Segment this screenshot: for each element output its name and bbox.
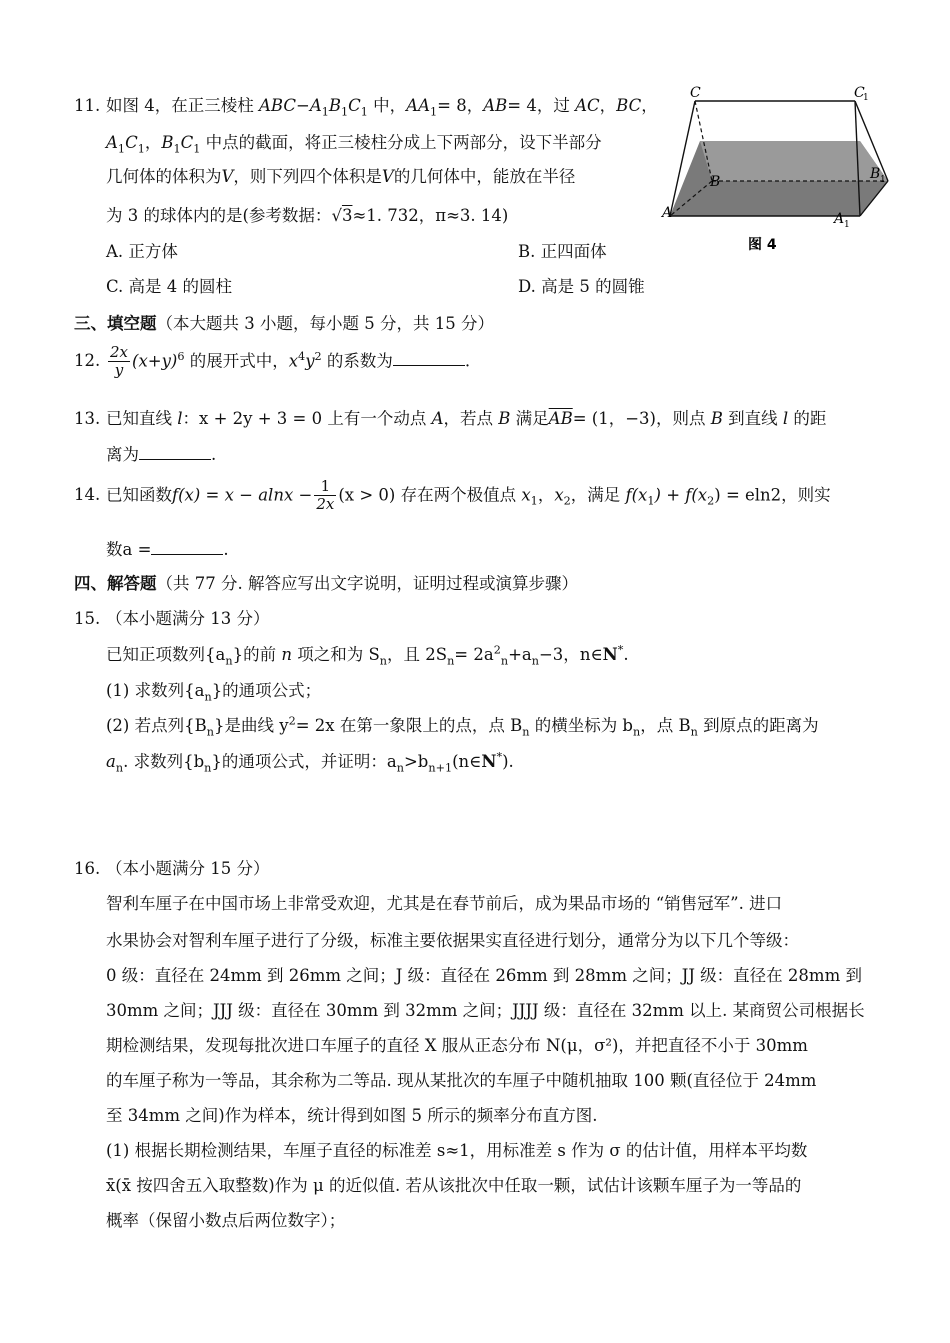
section-3-heading: 三、填空题（本大题共 3 小题，每小题 5 分，共 15 分）	[74, 314, 494, 333]
q11-line1: 11. 如图 4，在正三棱柱 $ABC-A_1B_1C_1$ 中，$AA_1= 8$，AB= 4，过 AC，BC，	[74, 96, 658, 119]
q11-line3: 几何体的体积为V，则下列四个体积是V的几何体中，能放在半径	[106, 167, 576, 186]
q16-header: 16. （本小题满分 15 分）	[74, 859, 270, 878]
svg-text:1: 1	[844, 220, 850, 230]
q14-line2: 数a = .	[106, 540, 229, 559]
label-b1: B	[870, 166, 881, 182]
q16-line-4: 30mm 之间；JJJ 级：直径在 30mm 到 32mm 之间；JJJJ 级：直径在 32mm 以上. 某商贸公司根据长	[106, 1001, 865, 1020]
q16-line-9: x̄(x̄ 按四舍五入取整数)作为 μ 的近似值. 若从该批次中任取一颗，试估计该颗车厘子为一等品的	[106, 1176, 802, 1195]
q15-header: 15. （本小题满分 13 分）	[74, 609, 270, 628]
q16-line-5: 期检测结果，发现每批次进口车厘子的直径 X 服从正态分布 N(μ，σ²)，并把直径不小于 30mm	[106, 1036, 808, 1055]
svg-text:1: 1	[863, 93, 869, 103]
label-b: B	[710, 174, 721, 190]
q16-line-3: 0 级：直径在 24mm 到 26mm 之间；J 级：直径在 26mm 到 28mm 之间；JJ 级：直径在 28mm 到	[106, 966, 862, 985]
q15-part2-line1: (2) 若点列$\{B_n\}$是曲线 $y^2= 2x$ 在第一象限上的点，点 $B_n$ 的横坐标为 $b_n$，点 $B_n$ 到原点的距离为	[106, 714, 819, 739]
q15-part1: (1) 求数列$\{a_n\}$的通项公式；	[106, 681, 322, 704]
answer-blank[interactable]	[139, 445, 211, 460]
answer-blank[interactable]	[151, 540, 223, 555]
q16-line-10: 概率（保留小数点后两位数字）；	[106, 1211, 346, 1230]
q15-line1: 已知正项数列$\{a_n\}$的前 n 项之和为 $S_n$，且 $2S_n= 2a^2_n+a_n-3$，n∈N*.	[106, 643, 629, 668]
q12: 12. $\frac{2x}{y}$ $(x+y)^6$ 的展开式中，$x^4y^2$ 的系数为 .	[74, 343, 471, 380]
q11-line4: 为 3 的球体内的是(参考数据：√3≈1. 732，π≈3. 14)	[106, 206, 509, 225]
q16-line-6: 的车厘子称为一等品，其余称为二等品. 现从某批次的车厘子中随机抽取 100 颗(直径位于 24mm	[106, 1071, 817, 1090]
q16-line-2: 水果协会对智利车厘子进行了分级，标准主要依据果实直径进行划分，通常分为以下几个等级：	[106, 931, 799, 950]
label-a: A	[662, 205, 673, 221]
cut-plane	[700, 141, 888, 181]
q13-line2: 离为 .	[106, 445, 217, 464]
q11-option-b: B. 正四面体	[518, 242, 607, 261]
label-c: C	[690, 86, 701, 101]
q16-line-8: (1) 根据长期检测结果，车厘子直径的标准差 s≈1，用标准差 s 作为 σ 的估计值，用样本平均数	[106, 1141, 808, 1160]
q16-line-7: 至 34mm 之间)作为样本，统计得到如图 5 所示的频率分布直方图.	[106, 1106, 598, 1125]
figure-caption: 图 4	[748, 237, 777, 253]
q11-line2: $A_1C_1$，$B_1C_1$ 中点的截面，将正三棱柱分成上下两部分，设下半部分	[106, 133, 602, 156]
label-c1: C	[854, 86, 865, 101]
q14-line1: 14. 已知函数f(x) = x − alnx − $\frac{1}{2x}$ (x > 0) 存在两个极值点 $x_1$，$x_2$，满足 $f(x_1) + f(x_2) = eln2$，则实	[74, 477, 831, 514]
answer-blank[interactable]	[393, 351, 465, 366]
section-4-heading: 四、解答题（共 77 分. 解答应写出文字说明，证明过程或演算步骤）	[74, 574, 578, 593]
label-a1: A	[834, 211, 845, 227]
question-number: 11.	[74, 96, 101, 115]
q13-line1: 13. 已知直线 l：x + 2y + 3 = 0 上有一个动点 A，若点 B 满足$\overline{AB}= (1$，−3)，则点 B 到直线 l 的距	[74, 409, 827, 428]
q11-option-a: A. 正方体	[106, 242, 178, 261]
svg-text:1: 1	[880, 175, 886, 185]
figure-4-prism	[660, 86, 890, 261]
q16-line-1: 智利车厘子在中国市场上非常受欢迎，尤其是在春节前后，成为果品市场的 “销售冠军”. 进口	[106, 894, 783, 913]
q15-part2-line2: $a_n$. 求数列$\{b_n\}$的通项公式，并证明：$a_n>b_{n+1}(n\in N^*)$.	[106, 750, 514, 775]
q11-option-d: D. 高是 5 的圆锥	[518, 277, 645, 296]
q11-option-c: C. 高是 4 的圆柱	[106, 277, 233, 296]
